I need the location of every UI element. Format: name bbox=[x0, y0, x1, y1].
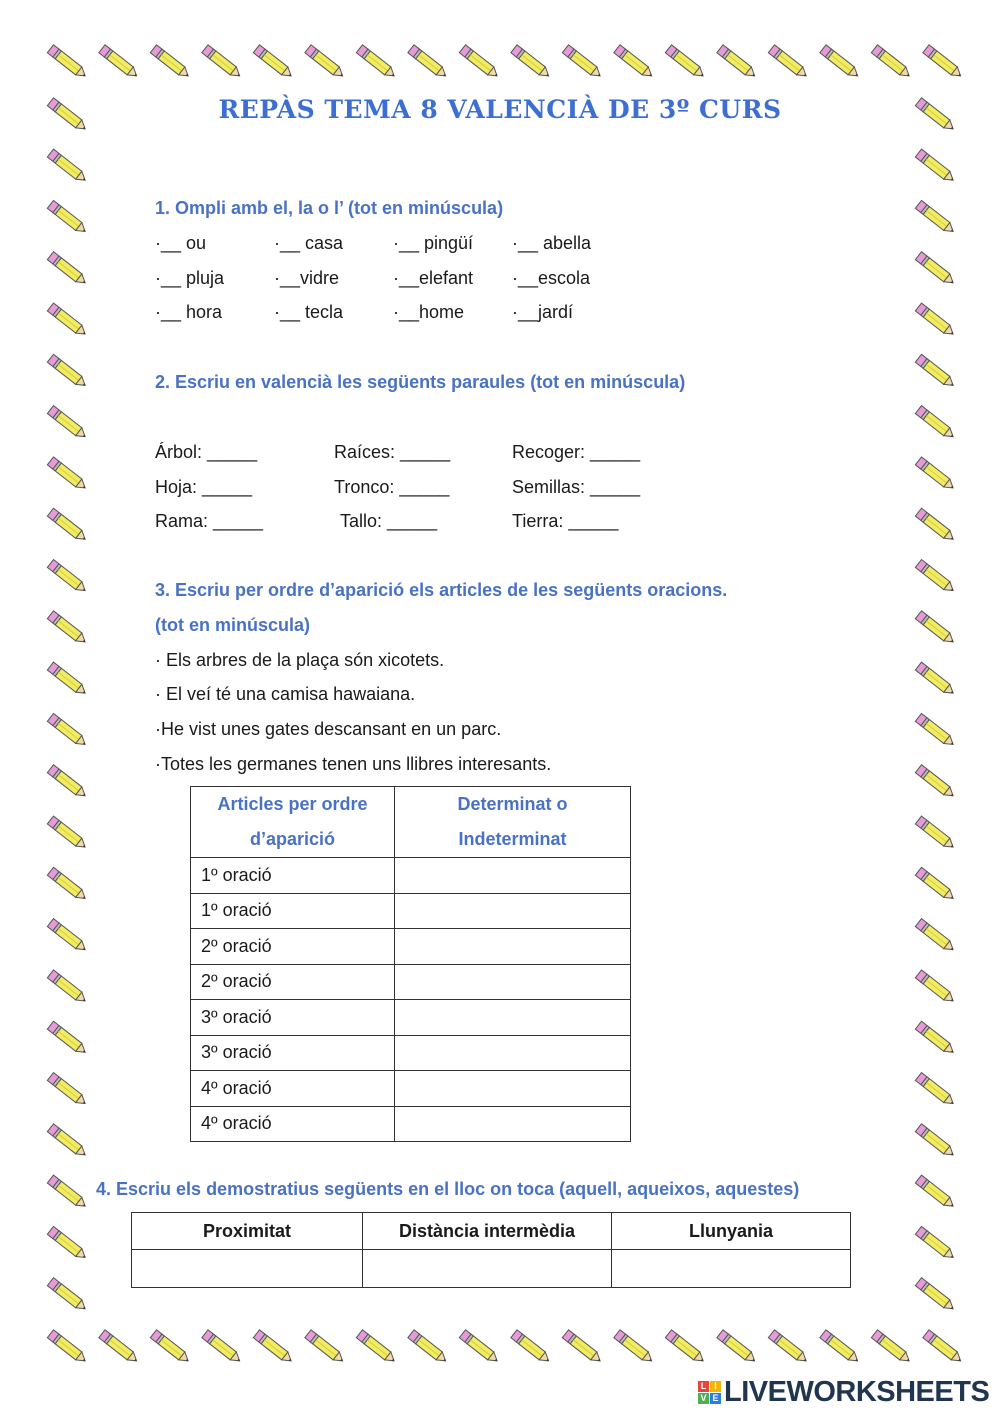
articles-table bbox=[190, 786, 631, 1142]
pencil-icon bbox=[47, 765, 88, 800]
translate-word-item: Tronco: _____ bbox=[334, 477, 450, 497]
logo-mark-letter: L bbox=[698, 1381, 709, 1392]
table-row bbox=[191, 1035, 631, 1071]
answer-cell[interactable] bbox=[395, 929, 631, 965]
fill-article-item: ·__ casa bbox=[274, 233, 344, 253]
fill-article-item: ·__ ou bbox=[155, 233, 207, 253]
table-row bbox=[191, 1000, 631, 1036]
translate-word-item: Árbol: _____ bbox=[155, 442, 258, 462]
pencil-icon bbox=[47, 1330, 88, 1365]
pencil-icon bbox=[47, 508, 88, 543]
answer-cell[interactable] bbox=[395, 1071, 631, 1107]
pencil-icon bbox=[47, 816, 88, 851]
pencil-icon bbox=[768, 1330, 809, 1365]
answer-cell[interactable] bbox=[395, 893, 631, 929]
pencil-icon bbox=[47, 1021, 88, 1056]
fill-article-item: ·__ pingüí bbox=[393, 233, 474, 253]
fill-article-item: ·__vidre bbox=[274, 268, 340, 288]
pencil-icon bbox=[47, 457, 88, 492]
fill-article-item: ·__ hora bbox=[155, 302, 223, 322]
pencil-icon bbox=[459, 45, 500, 80]
articles-header-col1-line2: d’aparició bbox=[249, 829, 336, 849]
pencil-icon bbox=[915, 970, 956, 1005]
pencil-icon bbox=[202, 1330, 243, 1365]
sentence-label: 4º oració bbox=[191, 1106, 395, 1142]
pencil-icon bbox=[202, 45, 243, 80]
fill-article-item: ·__home bbox=[393, 302, 465, 322]
sentence-label: 3º oració bbox=[191, 1035, 395, 1071]
pencil-icon bbox=[408, 45, 449, 80]
pencil-icon bbox=[47, 45, 88, 80]
translate-word-item: Recoger: _____ bbox=[512, 442, 641, 462]
articles-header-col2-line1: Determinat o bbox=[457, 794, 568, 814]
col-llunyania: Llunyania bbox=[612, 1213, 851, 1250]
pencil-icon bbox=[915, 1073, 956, 1108]
pencil-icon bbox=[923, 45, 964, 80]
pencil-icon bbox=[915, 1278, 956, 1313]
pencil-icon bbox=[356, 1330, 397, 1365]
logo-mark-icon bbox=[698, 1381, 721, 1404]
table-row bbox=[191, 858, 631, 894]
col-proximitat: Proximitat bbox=[132, 1213, 363, 1250]
pencil-icon bbox=[915, 919, 956, 954]
section1-heading: 1. Ompli amb el, la o l’ (tot en minúscula) bbox=[155, 198, 504, 218]
pencil-icon bbox=[459, 1330, 500, 1365]
pencil-icon bbox=[915, 354, 956, 389]
answer-cell[interactable] bbox=[395, 1106, 631, 1142]
pencil-icon bbox=[47, 919, 88, 954]
pencil-icon bbox=[47, 1226, 88, 1261]
answer-cell[interactable] bbox=[395, 858, 631, 894]
pencil-icon bbox=[614, 1330, 655, 1365]
pencil-icon bbox=[47, 611, 88, 646]
pencil-icon bbox=[915, 662, 956, 697]
pencil-icon bbox=[915, 252, 956, 287]
logo-mark-letter: V bbox=[698, 1393, 709, 1404]
pencil-icon bbox=[614, 45, 655, 80]
answer-distancia-intermedia[interactable] bbox=[363, 1250, 612, 1288]
pencil-icon bbox=[47, 149, 88, 184]
sentence-label: 4º oració bbox=[191, 1071, 395, 1107]
sentence-4: ·Totes les germanes tenen uns llibres interesants. bbox=[155, 754, 552, 774]
logo-mark-letter: E bbox=[710, 1393, 721, 1404]
pencil-icon bbox=[915, 1021, 956, 1056]
pencil-icon bbox=[47, 303, 88, 338]
pencil-icon bbox=[915, 867, 956, 902]
pencil-icon bbox=[253, 1330, 294, 1365]
answer-proximitat[interactable] bbox=[132, 1250, 363, 1288]
pencil-icon bbox=[915, 1175, 956, 1210]
pencil-icon bbox=[47, 1073, 88, 1108]
pencil-icon bbox=[915, 149, 956, 184]
pencil-icon bbox=[511, 45, 552, 80]
fill-article-item: ·__ pluja bbox=[155, 268, 225, 288]
pencil-icon bbox=[47, 867, 88, 902]
pencil-icon bbox=[768, 45, 809, 80]
sentence-label: 2º oració bbox=[191, 964, 395, 1000]
pencil-icon bbox=[99, 1330, 140, 1365]
pencil-icon bbox=[923, 1330, 964, 1365]
pencil-icon bbox=[47, 713, 88, 748]
pencil-icon bbox=[915, 406, 956, 441]
pencil-icon bbox=[717, 45, 758, 80]
pencil-icon bbox=[47, 406, 88, 441]
articles-header-col2 bbox=[395, 787, 631, 858]
demonstratives-table bbox=[131, 1212, 851, 1288]
answer-llunyania[interactable] bbox=[612, 1250, 851, 1288]
pencil-icon bbox=[915, 1226, 956, 1261]
pencil-icon bbox=[253, 45, 294, 80]
sentence-label: 2º oració bbox=[191, 929, 395, 965]
pencil-icon bbox=[820, 1330, 861, 1365]
sentence-1: · Els arbres de la plaça són xicotets. bbox=[155, 650, 445, 670]
pencil-icon bbox=[915, 303, 956, 338]
pencil-icon bbox=[915, 765, 956, 800]
pencil-icon bbox=[915, 200, 956, 235]
pencil-icon bbox=[915, 1124, 956, 1159]
answer-cell[interactable] bbox=[395, 1035, 631, 1071]
translate-word-item: Rama: _____ bbox=[155, 511, 264, 531]
translate-word-item: Tallo: _____ bbox=[340, 511, 438, 531]
pencil-icon bbox=[47, 1278, 88, 1313]
pencil-icon bbox=[408, 1330, 449, 1365]
col-distancia-intermedia: Distància intermèdia bbox=[363, 1213, 612, 1250]
pencil-icon bbox=[47, 970, 88, 1005]
pencil-icon bbox=[47, 662, 88, 697]
logo-text: LIVEWORKSHEETS bbox=[724, 1376, 990, 1408]
translate-word-item: Hoja: _____ bbox=[155, 477, 253, 497]
pencil-icon bbox=[150, 1330, 191, 1365]
demonstratives-answer-row bbox=[132, 1250, 851, 1288]
pencil-icon bbox=[871, 1330, 912, 1365]
pencil-icon bbox=[915, 457, 956, 492]
demonstratives-header bbox=[132, 1213, 851, 1250]
articles-table-header bbox=[191, 787, 631, 858]
pencil-icon bbox=[47, 560, 88, 595]
fill-article-item: ·__jardí bbox=[512, 302, 574, 322]
translate-word-item: Raíces: _____ bbox=[334, 442, 451, 462]
articles-header-col2-line2: Indeterminat bbox=[458, 829, 567, 849]
pencil-icon bbox=[915, 560, 956, 595]
articles-header-col1-line1: Articles per ordre bbox=[217, 794, 368, 814]
pencil-icon bbox=[47, 200, 88, 235]
pencil-icon bbox=[717, 1330, 758, 1365]
table-row bbox=[191, 964, 631, 1000]
page-title: REPÀS TEMA 8 VALENCIÀ DE 3º CURS bbox=[218, 95, 782, 124]
sentence-2: · El veí té una camisa hawaiana. bbox=[155, 684, 416, 704]
liveworksheets-logo[interactable] bbox=[698, 1376, 989, 1409]
pencil-icon bbox=[47, 1175, 88, 1210]
articles-header-col1 bbox=[191, 787, 395, 858]
fill-article-item: ·__ tecla bbox=[274, 302, 344, 322]
pencil-icon bbox=[915, 713, 956, 748]
pencil-icon bbox=[665, 1330, 706, 1365]
logo-mark-letter: I bbox=[710, 1381, 721, 1392]
table-row bbox=[191, 1071, 631, 1107]
pencil-icon bbox=[562, 1330, 603, 1365]
pencil-icon bbox=[915, 508, 956, 543]
pencil-icon bbox=[665, 45, 706, 80]
sentence-3: ·He vist unes gates descansant en un parc. bbox=[155, 719, 502, 739]
sentence-label: 1º oració bbox=[191, 858, 395, 894]
pencil-icon bbox=[915, 816, 956, 851]
pencil-icon bbox=[47, 1124, 88, 1159]
pencil-icon bbox=[820, 45, 861, 80]
fill-article-item: ·__escola bbox=[512, 268, 591, 288]
answer-cell[interactable] bbox=[395, 1000, 631, 1036]
fill-article-item: ·__elefant bbox=[393, 268, 474, 288]
pencil-icon bbox=[871, 45, 912, 80]
sentence-label: 1º oració bbox=[191, 893, 395, 929]
table-row bbox=[191, 1106, 631, 1142]
pencil-icon bbox=[47, 354, 88, 389]
pencil-icon bbox=[305, 1330, 346, 1365]
answer-cell[interactable] bbox=[395, 964, 631, 1000]
pencil-icon bbox=[511, 1330, 552, 1365]
table-row bbox=[191, 893, 631, 929]
pencil-icon bbox=[305, 45, 346, 80]
pencil-icon bbox=[47, 252, 88, 287]
translate-word-item: Semillas: _____ bbox=[512, 477, 641, 497]
section3-heading-line1: 3. Escriu per ordre d’aparició els articles de les següents oracions. bbox=[155, 580, 728, 600]
section2-heading: 2. Escriu en valencià les següents paraules (tot en minúscula) bbox=[155, 372, 686, 392]
pencil-icon bbox=[150, 45, 191, 80]
pencil-icon bbox=[915, 611, 956, 646]
section4-heading: 4. Escriu els demostratius següents en el lloc on toca (aquell, aqueixos, aquestes) bbox=[96, 1179, 800, 1199]
pencil-icon bbox=[562, 45, 603, 80]
table-row bbox=[191, 929, 631, 965]
fill-article-item: ·__ abella bbox=[512, 233, 592, 253]
translate-word-item: Tierra: _____ bbox=[512, 511, 619, 531]
section3-heading-line2: (tot en minúscula) bbox=[155, 615, 311, 635]
sentence-label: 3º oració bbox=[191, 1000, 395, 1036]
pencil-icon bbox=[99, 45, 140, 80]
pencil-icon bbox=[356, 45, 397, 80]
